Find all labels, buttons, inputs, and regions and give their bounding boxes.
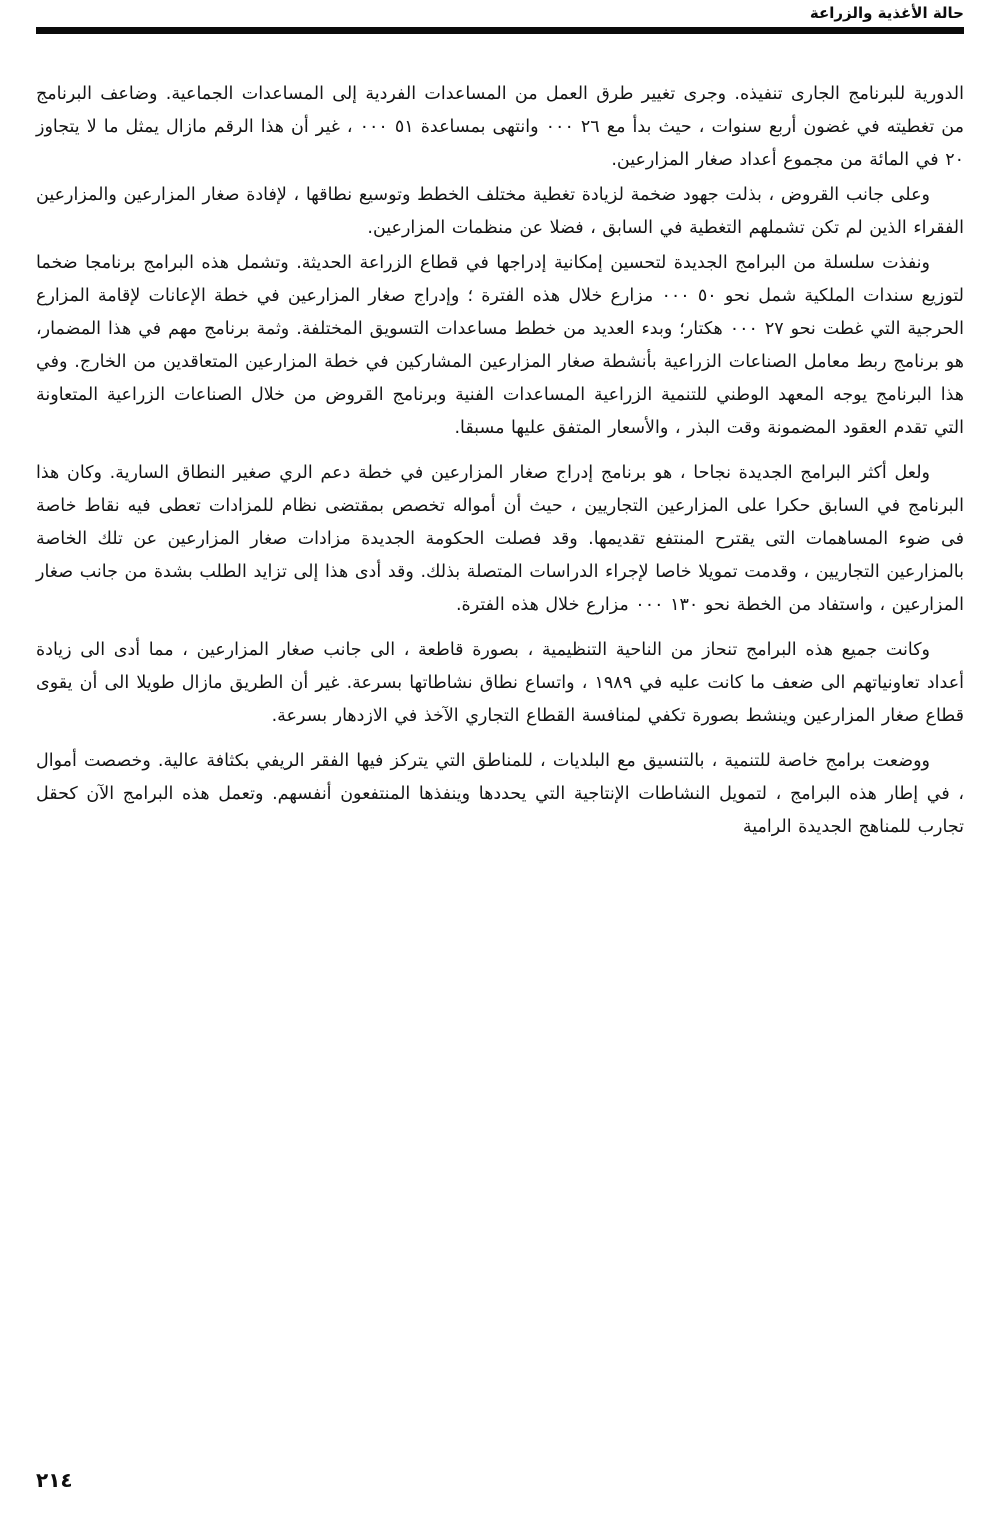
page-footer	[36, 1462, 964, 1492]
paragraph-5: وكانت جميع هذه البرامج تنحاز من الناحية التنظيمية ، بصورة قاطعة ، الى جانب صغار المزارعين ، مما أدى الى زيادة أعداد تعاونياتهم الى ضعف ما كانت عليه في ١٩٨٩ ، واتساع نطاق نشاطاتها بسرعة. غير أن الطريق مازال طويلا الى أن يقوى قطاع صغار المزارعين وينشط بصورة تكفي لمنافسة القطاع التجاري الآخذ في الازدهار بسرعة.	[36, 640, 965, 726]
page-number: ٢١٤	[36, 1468, 73, 1492]
page-header	[0, 0, 1000, 40]
paragraph-4: ولعل أكثر البرامج الجديدة نجاحا ، هو برنامج إدراج صغار المزارعين في خطة دعم الري صغير النطاق السارية. وكان هذا البرنامج في السابق حكرا على المزارعين التجاريين ، حيث أن أمواله تخصص بمقتضى نظام للمزادات تعطى فيه نقاط خاصة فى ضوء المساهمات التى يقترح المنتفع تقديمها. وقد فصلت الحكومة الجديدة مزادات صغار المزارعين عن تلك الخاصة بالمزارعين التجاريين ، وقدمت تمويلا خاصا لإجراء الدراسات المتصلة بذلك. وقد أدى هذا إلى تزايد الطلب بشدة من جانب صغار المزارعين ، واستفاد من الخطة نحو ١٣٠ ٠٠٠ مزارع خلال هذه الفترة.	[36, 463, 964, 615]
paragraph-1: الدورية للبرنامج الجارى تنفيذه. وجرى تغيير طرق العمل من المساعدات الفردية إلى المساعدات الجماعية. وضاعف البرنامج من تغطيته في غضون أربع سنوات ، حيث بدأ مع ٢٦ ٠٠٠ وانتهى بمساعدة ٥١ ٠٠٠ ، غير أن هذا الرقم مازال يمثل ما لا يتجاوز ٢٠ في المائة من مجموع أعداد صغار المزارعين.	[36, 84, 964, 170]
paragraph-3: ونفذت سلسلة من البرامج الجديدة لتحسين إمكانية إدراجها في قطاع الزراعة الحديثة. وتشمل هذه البرامج برنامجا ضخما لتوزيع سندات الملكية شمل نحو ٥٠ ٠٠٠ مزارع خلال هذه الفترة ؛ وإدراج صغار المزارعين في خطة الإعانات لإقامة المزارع الحرجية التي غطت نحو ٢٧ ٠٠٠ هكتار؛ وبدء العديد من خطط مساعدات التسويق المختلفة. وثمة برنامج مهم في هذا المضمار، هو برنامج ربط معامل الصناعات الزراعية بأنشطة صغار المزارعين المشاركين في خطة المزارعين المتعاقدين من الخارج. وفي هذا البرنامج يوجه المعهد الوطني للتنمية الزراعية المساعدات الفنية وبرنامج القروض من خلال الصناعات الزراعية المتعاونة التي تقدم العقود المضمونة وقت البذر ، والأسعار المتفق عليها مسبقا.	[36, 253, 964, 438]
header-divider-rule	[36, 27, 964, 34]
paragraph-6: ووضعت برامج خاصة للتنمية ، بالتنسيق مع البلديات ، للمناطق التي يتركز فيها الفقر الريفي بكثافة عالية. وخصصت أموال ، في إطار هذه البرامج ، لتمويل النشاطات الإنتاجية التي يحددها وينفذها المنتفعون أنفسهم. وتعمل هذه البرامج الآن كحقل تجارب للمناهج الجديدة الرامية	[36, 751, 964, 837]
running-head-title: حالة الأغذية والزراعة	[809, 4, 964, 22]
paragraph-2: وعلى جانب القروض ، بذلت جهود ضخمة لزيادة تغطية مختلف الخطط وتوسيع نطاقها ، لإفادة صغار المزارعين والمزارعين الفقراء الذين لم تكن تشملهم التغطية في السابق ، فضلا عن منظمات المزارعين.	[36, 185, 964, 238]
body-text-column	[36, 78, 964, 846]
